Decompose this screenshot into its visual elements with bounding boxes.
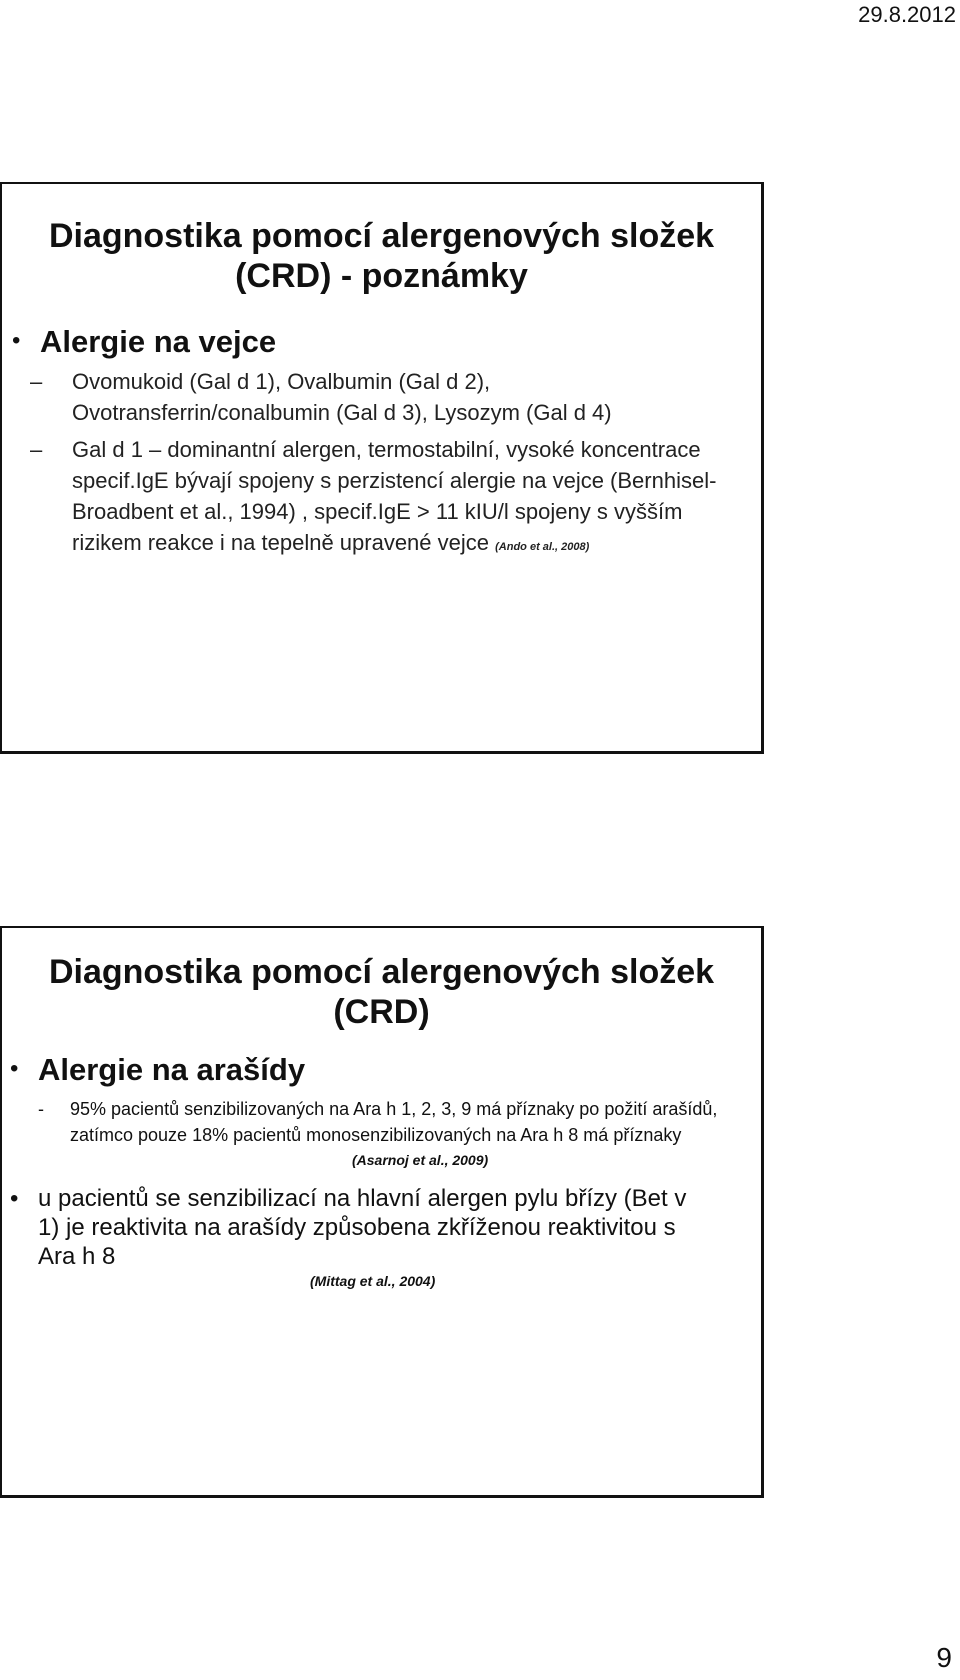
slide-egg-allergy <box>0 182 764 754</box>
slide-title <box>2 216 761 296</box>
bullet-birch-pollen <box>2 1184 761 1271</box>
bullet-dot: • <box>10 1185 19 1212</box>
gal-d1-text-block <box>72 434 722 563</box>
peanut-sensitization-text: 95% pacientů senzibilizovaných na Ara h 1, 2, 3, 9 má příznaky po požití arašídů, zatímco pouze 18% pacientů monosenzibilizovaných na Ara h 8 má příznaky <box>70 1099 718 1145</box>
slide-title-line-2: (CRD) - poznámky <box>235 257 528 295</box>
bullet-heading: Alergie na vejce <box>40 324 277 359</box>
gal-d1-list-item <box>2 434 761 563</box>
egg-allergen-list-item <box>2 366 761 428</box>
gal-d1-text: Gal d 1 – dominantní alergen, termostabilní, vysoké koncentrace specif.IgE bývají spojeny s perzistencí alergie na vejce (Bernhisel-Broadbent et al., 1994) , specif.IgE > 11 kIU/l spojeny s vyšším rizikem reakce i na tepelně upravené vejce <box>72 437 717 555</box>
peanut-sensitization-item <box>2 1096 761 1148</box>
citation-asarnoj: (Asarnoj et al., 2009) <box>352 1152 489 1168</box>
bullet-heading: Alergie na arašídy <box>38 1052 306 1087</box>
dash-marker: – <box>30 437 43 462</box>
egg-allergen-text: Ovomukoid (Gal d 1), Ovalbumin (Gal d 2), Ovotransferrin/conalbumin (Gal d 3), Lysozym (Gal d 4) <box>72 369 612 425</box>
citation-mittag: (Mittag et al., 2004) <box>310 1273 436 1289</box>
birch-pollen-text: u pacientů se senzibilizací na hlavní alergen pylu břízy (Bet v 1) je reaktivita na arašídy způsobena zkříženou reaktivitou s Ara h 8 <box>38 1185 687 1270</box>
bullet-egg-allergy <box>2 324 761 360</box>
page-number: 9 <box>936 1642 952 1673</box>
slide-title-line-2: (CRD) <box>333 993 430 1031</box>
slide-title-line-1: Diagnostika pomocí alergenových složek <box>48 217 715 255</box>
dash-marker: - <box>38 1099 44 1119</box>
dash-marker: – <box>30 369 43 394</box>
bullet-dot: • <box>10 1055 19 1082</box>
citation-ando: (Ando et al., 2008) <box>495 541 590 553</box>
bullet-dot: • <box>12 327 21 354</box>
slide-title-line-1: Diagnostika pomocí alergenových složek <box>48 953 715 991</box>
page-date: 29.8.2012 <box>858 2 956 27</box>
bullet-peanut-allergy <box>2 1052 761 1088</box>
slide-peanut-allergy <box>0 926 764 1498</box>
slide-title <box>2 952 761 1032</box>
